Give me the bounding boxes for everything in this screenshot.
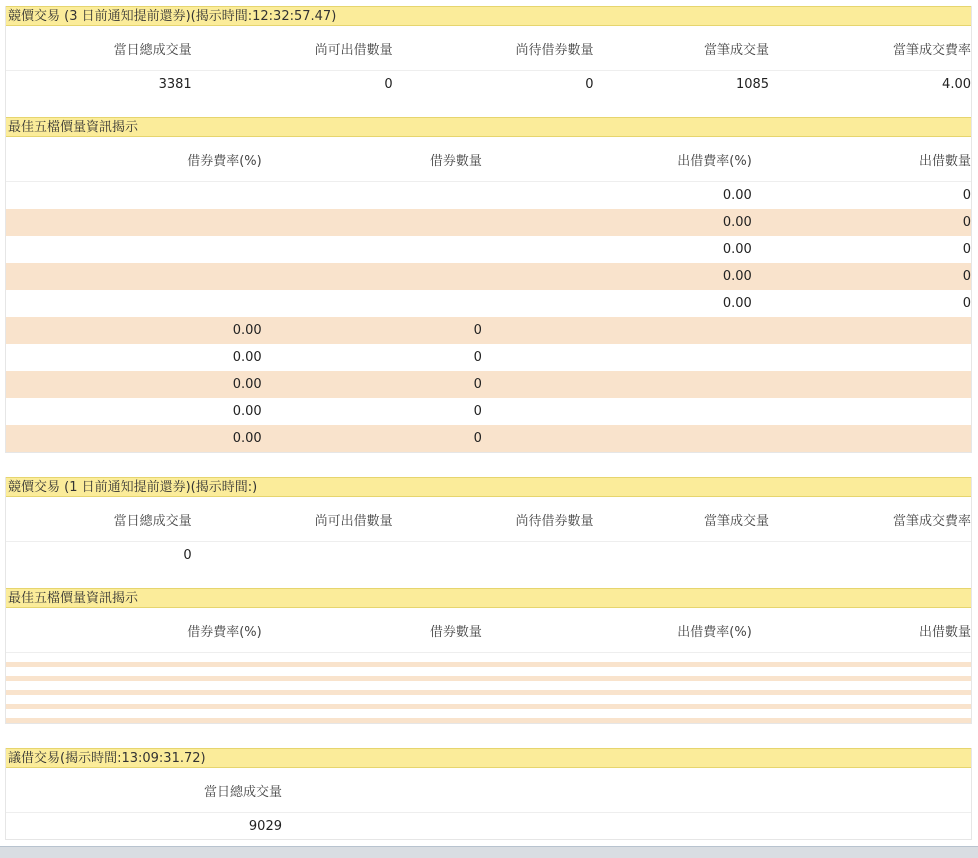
best5-cell bbox=[6, 263, 262, 290]
best5-cell bbox=[262, 209, 482, 236]
summary-header-available-lend: 尚可出借數量 bbox=[192, 497, 393, 542]
best5-cell bbox=[482, 425, 752, 452]
summary-value-last-rate bbox=[769, 542, 971, 569]
best5-cell bbox=[6, 236, 262, 263]
best5-cell: 0 bbox=[262, 425, 482, 452]
best5-cell bbox=[752, 317, 971, 344]
best5-cell bbox=[6, 290, 262, 317]
auction-1day-section bbox=[5, 477, 972, 724]
summary-value-pending-borrow: 0 bbox=[585, 76, 594, 92]
best5-cell bbox=[752, 344, 971, 371]
best5-header-lend-qty: 出借數量 bbox=[752, 137, 971, 182]
best5-cell: 0 bbox=[752, 263, 971, 290]
best5-cell bbox=[482, 371, 752, 398]
best5-empty-row bbox=[6, 709, 971, 718]
best5-row bbox=[6, 398, 971, 425]
best5-row bbox=[6, 209, 971, 236]
best5-empty-row bbox=[6, 653, 971, 663]
best5-header-lend-qty: 出借數量 bbox=[752, 608, 971, 653]
best5-cell bbox=[262, 236, 482, 263]
best5-cell bbox=[262, 263, 482, 290]
summary-value-last-volume bbox=[594, 542, 770, 569]
summary-header-available-lend: 尚可出借數量 bbox=[192, 26, 393, 71]
summary-header-row bbox=[6, 768, 971, 813]
best5-row bbox=[6, 371, 971, 398]
best5-cell bbox=[752, 398, 971, 425]
best5-cell bbox=[752, 371, 971, 398]
best5-cell: 0.00 bbox=[6, 317, 262, 344]
summary-header-row bbox=[6, 497, 971, 542]
best5-header-borrow-rate: 借券費率(%) bbox=[6, 608, 262, 653]
summary-value-total-volume: 0 bbox=[183, 547, 192, 563]
best5-cell: 0.00 bbox=[722, 296, 752, 311]
best5-cell: 0.00 bbox=[6, 371, 262, 398]
best5-table bbox=[6, 608, 971, 723]
summary-value-row bbox=[6, 813, 971, 840]
best5-row bbox=[6, 317, 971, 344]
best5-cell: 0.00 bbox=[722, 188, 752, 203]
best5-cell bbox=[752, 425, 971, 452]
best5-empty-row bbox=[6, 718, 971, 723]
best5-header-lend-rate: 出借費率(%) bbox=[482, 608, 752, 653]
best5-cell bbox=[482, 344, 752, 371]
best5-header-row bbox=[6, 608, 971, 653]
summary-value-available-lend: 0 bbox=[384, 76, 393, 92]
best5-header-borrow-rate: 借券費率(%) bbox=[6, 137, 262, 182]
best5-cell: 0 bbox=[473, 404, 482, 419]
negotiated-section bbox=[5, 748, 972, 840]
auction-1day-title: 競價交易 (1 日前通知提前還券)(揭示時間:) bbox=[6, 477, 971, 497]
summary-value-last-rate: 4.00 bbox=[942, 76, 971, 92]
best5-cell bbox=[6, 182, 262, 210]
summary-value-pending-borrow bbox=[393, 542, 594, 569]
best5-header-borrow-qty: 借券數量 bbox=[262, 137, 482, 182]
best5-cell bbox=[262, 182, 482, 210]
best5-cell: 0.00 bbox=[722, 242, 752, 257]
summary-header-last-rate: 當筆成交費率 bbox=[769, 26, 971, 71]
best5-title: 最佳五檔價量資訊揭示 bbox=[6, 117, 971, 137]
summary-header-total-volume: 當日總成交量 bbox=[6, 497, 192, 542]
best5-cell: 0 bbox=[962, 296, 971, 311]
window-bottom-bar bbox=[0, 846, 978, 858]
best5-header-row bbox=[6, 137, 971, 182]
best5-row bbox=[6, 236, 971, 263]
best5-cell: 0 bbox=[262, 371, 482, 398]
best5-cell: 0.00 bbox=[232, 350, 262, 365]
summary-value-available-lend bbox=[192, 542, 393, 569]
best5-table bbox=[6, 137, 971, 452]
best5-cell: 0 bbox=[962, 242, 971, 257]
summary-header-pending-borrow: 尚待借券數量 bbox=[393, 497, 594, 542]
auction-3day-summary-table bbox=[6, 26, 971, 117]
best5-row bbox=[6, 344, 971, 371]
best5-cell: 0.00 bbox=[482, 263, 752, 290]
best5-cell: 0 bbox=[262, 317, 482, 344]
best5-header-lend-rate: 出借費率(%) bbox=[482, 137, 752, 182]
best5-title: 最佳五檔價量資訊揭示 bbox=[6, 588, 971, 608]
summary-value-total-volume: 3381 bbox=[158, 76, 192, 92]
best5-cell: 0 bbox=[752, 209, 971, 236]
summary-header-row bbox=[6, 26, 971, 71]
summary-header-last-volume: 當筆成交量 bbox=[594, 26, 770, 71]
summary-header-last-volume: 當筆成交量 bbox=[594, 497, 770, 542]
summary-value-total-volume: 9029 bbox=[248, 818, 282, 834]
best5-cell: 0 bbox=[473, 350, 482, 365]
best5-empty-row bbox=[6, 681, 971, 690]
summary-header-last-rate: 當筆成交費率 bbox=[769, 497, 971, 542]
summary-value-row bbox=[6, 542, 971, 569]
best5-empty-row bbox=[6, 695, 971, 704]
best5-empty-row bbox=[6, 667, 971, 676]
best5-row bbox=[6, 290, 971, 317]
summary-header-total-volume: 當日總成交量 bbox=[6, 26, 192, 71]
negotiated-title: 議借交易(揭示時間:13:09:31.72) bbox=[6, 748, 971, 768]
best5-cell bbox=[262, 290, 482, 317]
summary-value-last-volume: 1085 bbox=[735, 76, 770, 92]
summary-value-row bbox=[6, 71, 971, 98]
best5-cell: 0.00 bbox=[482, 209, 752, 236]
best5-cell bbox=[482, 317, 752, 344]
best5-cell: 0 bbox=[962, 188, 971, 203]
auction-3day-section bbox=[5, 6, 972, 453]
auction-1day-summary-table bbox=[6, 497, 971, 588]
best5-cell: 0.00 bbox=[232, 404, 262, 419]
best5-cell bbox=[6, 209, 262, 236]
best5-header-borrow-qty: 借券數量 bbox=[262, 608, 482, 653]
auction-3day-title: 競價交易 (3 日前通知提前還券)(揭示時間:12:32:57.47) bbox=[6, 6, 971, 26]
best5-row bbox=[6, 182, 971, 210]
best5-row bbox=[6, 425, 971, 452]
best5-cell bbox=[482, 398, 752, 425]
negotiated-summary-table bbox=[6, 768, 971, 839]
summary-header-pending-borrow: 尚待借券數量 bbox=[393, 26, 594, 71]
best5-cell: 0.00 bbox=[6, 425, 262, 452]
summary-header-total-volume: 當日總成交量 bbox=[6, 768, 282, 813]
best5-row bbox=[6, 263, 971, 290]
